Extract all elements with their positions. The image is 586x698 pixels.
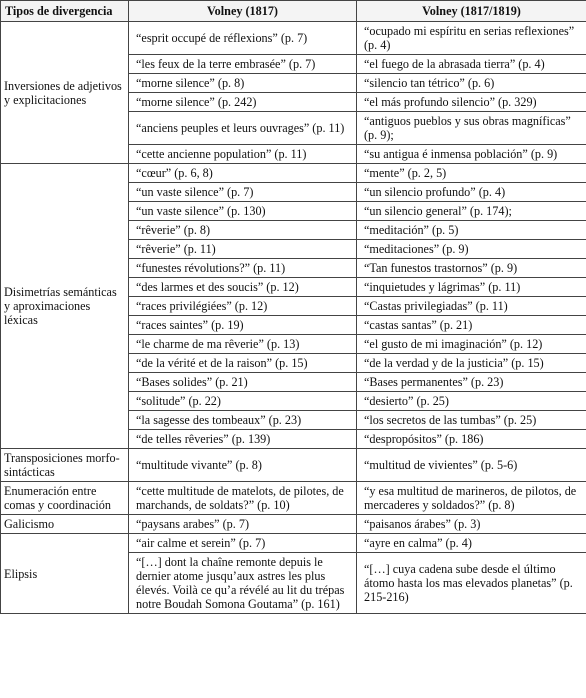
french-quote: “solitude” (p. 22) [129,392,357,411]
french-quote: “air calme et serein” (p. 7) [129,534,357,553]
french-quote: “de telles rêveries” (p. 139) [129,430,357,449]
french-quote: “[…] dont la chaîne remonte depuis le dernier atome jusqu’aux astres les plus élevés. Voilà ce qu’a révélé au lit du trépas notre Boudah Somona Goutama” (p. 161) [129,553,357,614]
header-volney-1817: Volney (1817) [129,1,357,22]
french-quote: “rêverie” (p. 8) [129,221,357,240]
spanish-quote: “mente” (p. 2, 5) [357,164,586,183]
french-quote: “Bases solides” (p. 21) [129,373,357,392]
spanish-quote: “ocupado mi espíritu en serias reflexiones” (p. 4) [357,22,586,55]
table-row [1,449,586,482]
french-quote: “races privilégiées” (p. 12) [129,297,357,316]
french-quote: “cœur” (p. 6, 8) [129,164,357,183]
header-row [1,1,586,22]
spanish-quote: “desierto” (p. 25) [357,392,586,411]
divergence-category: Enumeración entre comas y coordinación [1,482,129,515]
spanish-quote: “de la verdad y de la justicia” (p. 15) [357,354,586,373]
french-quote: “esprit occupé de réflexions” (p. 7) [129,22,357,55]
spanish-quote: “meditación” (p. 5) [357,221,586,240]
table-row [1,164,586,183]
spanish-quote: “[…] cuya cadena sube desde el último átomo hasta los mas elevados planetas” (p. 215-216) [357,553,586,614]
french-quote: “funestes révolutions?” (p. 11) [129,259,357,278]
divergence-category: Disimetrías semánticas y aproximaciones léxicas [1,164,129,449]
french-quote: “cette multitude de matelots, de pilotes, de marchands, de soldats?” (p. 10) [129,482,357,515]
spanish-quote: “Castas privilegiadas” (p. 11) [357,297,586,316]
french-quote: “de la vérité et de la raison” (p. 15) [129,354,357,373]
french-quote: “multitude vivante” (p. 8) [129,449,357,482]
french-quote: “rêverie” (p. 11) [129,240,357,259]
french-quote: “cette ancienne population” (p. 11) [129,145,357,164]
spanish-quote: “su antigua é inmensa población” (p. 9) [357,145,586,164]
table-row [1,22,586,55]
spanish-quote: “el más profundo silencio” (p. 329) [357,93,586,112]
spanish-quote: “un silencio general” (p. 174); [357,202,586,221]
spanish-quote: “ayre en calma” (p. 4) [357,534,586,553]
spanish-quote: “despropósitos” (p. 186) [357,430,586,449]
divergence-category: Galicismo [1,515,129,534]
spanish-quote: “un silencio profundo” (p. 4) [357,183,586,202]
spanish-quote: “y esa multitud de marineros, de pilotos, de mercaderes y soldados?” (p. 8) [357,482,586,515]
french-quote: “morne silence” (p. 242) [129,93,357,112]
table-row [1,482,586,515]
header-volney-1817-1819: Volney (1817/1819) [357,1,586,22]
french-quote: “le charme de ma rêverie” (p. 13) [129,335,357,354]
divergence-category: Elipsis [1,534,129,614]
spanish-quote: “paisanos árabes” (p. 3) [357,515,586,534]
spanish-quote: “los secretos de las tumbas” (p. 25) [357,411,586,430]
spanish-quote: “el fuego de la abrasada tierra” (p. 4) [357,55,586,74]
french-quote: “des larmes et des soucis” (p. 12) [129,278,357,297]
french-quote: “la sagesse des tombeaux” (p. 23) [129,411,357,430]
table-row [1,515,586,534]
spanish-quote: “castas santas” (p. 21) [357,316,586,335]
divergence-category: Transposiciones morfo-sintácticas [1,449,129,482]
french-quote: “morne silence” (p. 8) [129,74,357,93]
spanish-quote: “el gusto de mi imaginación” (p. 12) [357,335,586,354]
french-quote: “races saintes” (p. 19) [129,316,357,335]
french-quote: “un vaste silence” (p. 130) [129,202,357,221]
divergence-category: Inversiones de adjetivos y explicitaciones [1,22,129,164]
spanish-quote: “Bases permanentes” (p. 23) [357,373,586,392]
header-divergence-type: Tipos de divergencia [1,1,129,22]
spanish-quote: “meditaciones” (p. 9) [357,240,586,259]
french-quote: “paysans arabes” (p. 7) [129,515,357,534]
spanish-quote: “inquietudes y lágrimas” (p. 11) [357,278,586,297]
spanish-quote: “silencio tan tétrico” (p. 6) [357,74,586,93]
french-quote: “les feux de la terre embrasée” (p. 7) [129,55,357,74]
french-quote: “un vaste silence” (p. 7) [129,183,357,202]
spanish-quote: “Tan funestos trastornos” (p. 9) [357,259,586,278]
french-quote: “anciens peuples et leurs ouvrages” (p. 11) [129,112,357,145]
table-row [1,534,586,553]
spanish-quote: “antiguos pueblos y sus obras magníficas” (p. 9); [357,112,586,145]
table-body [1,22,586,614]
spanish-quote: “multitud de vivientes” (p. 5-6) [357,449,586,482]
